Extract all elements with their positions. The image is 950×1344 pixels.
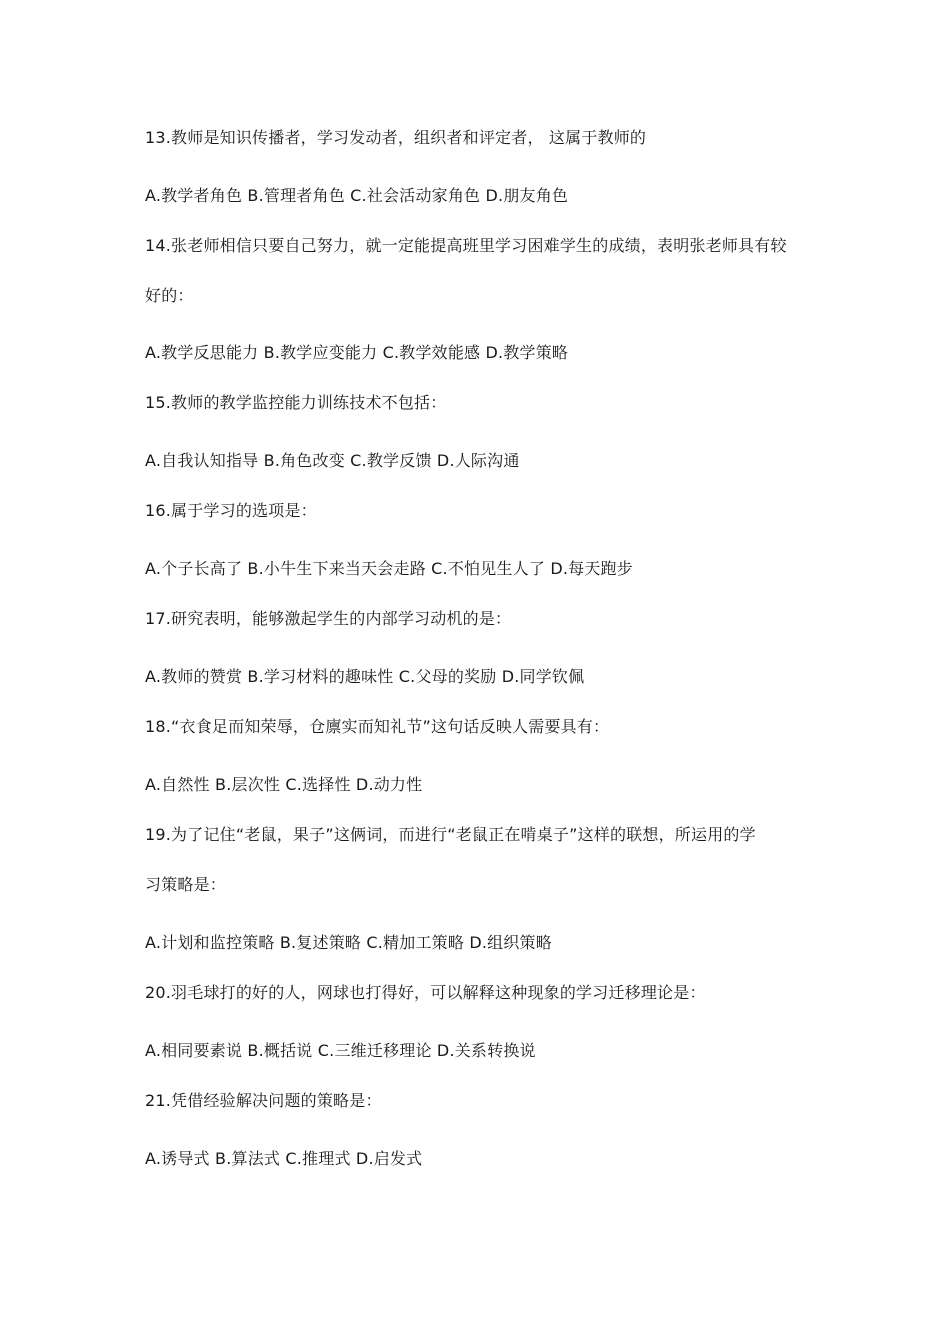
question-14-stem-line1: 14.张老师相信只要自己努力，就一定能提高班里学习困难学生的成绩，表明张老师具有较 (145, 236, 787, 255)
question-13-stem: 13.教师是知识传播者，学习发动者，组织者和评定者， 这属于教师的 (145, 128, 647, 147)
question-17-options: A.教师的赞赏 B.学习材料的趣味性 C.父母的奖励 D.同学钦佩 (145, 667, 585, 686)
question-16-options: A.个子长高了 B.小牛生下来当天会走路 C.不怕见生人了 D.每天跑步 (145, 559, 633, 578)
question-18-options: A.自然性 B.层次性 C.选择性 D.动力性 (145, 775, 423, 794)
question-15-stem: 15.教师的教学监控能力训练技术不包括： (145, 393, 447, 412)
question-21-stem: 21.凭借经验解决问题的策略是： (145, 1091, 382, 1110)
question-19-stem-line1: 19.为了记住“老鼠，果子”这俩词，而进行“老鼠正在啃桌子”这样的联想，所运用的学 (145, 825, 756, 844)
question-17-stem: 17.研究表明，能够激起学生的内部学习动机的是： (145, 609, 512, 628)
question-16-stem: 16.属于学习的选项是： (145, 501, 317, 520)
question-19-stem-line2: 习策略是： (145, 875, 227, 894)
question-13-options: A.教学者角色 B.管理者角色 C.社会活动家角色 D.朋友角色 (145, 186, 569, 205)
question-20-options: A.相同要素说 B.概括说 C.三维迁移理论 D.关系转换说 (145, 1041, 536, 1060)
question-21-options: A.诱导式 B.算法式 C.推理式 D.启发式 (145, 1149, 423, 1168)
question-18-stem: 18.“衣食足而知荣辱，仓廪实而知礼节”这句话反映人需要具有： (145, 717, 610, 736)
question-20-stem: 20.羽毛球打的好的人，网球也打得好，可以解释这种现象的学习迁移理论是： (145, 983, 706, 1002)
question-19-options: A.计划和监控策略 B.复述策略 C.精加工策略 D.组织策略 (145, 933, 552, 952)
question-14-stem-line2: 好的： (145, 286, 194, 305)
question-14-options: A.教学反思能力 B.教学应变能力 C.教学效能感 D.教学策略 (145, 343, 569, 362)
question-15-options: A.自我认知指导 B.角色改变 C.教学反馈 D.人际沟通 (145, 451, 520, 470)
